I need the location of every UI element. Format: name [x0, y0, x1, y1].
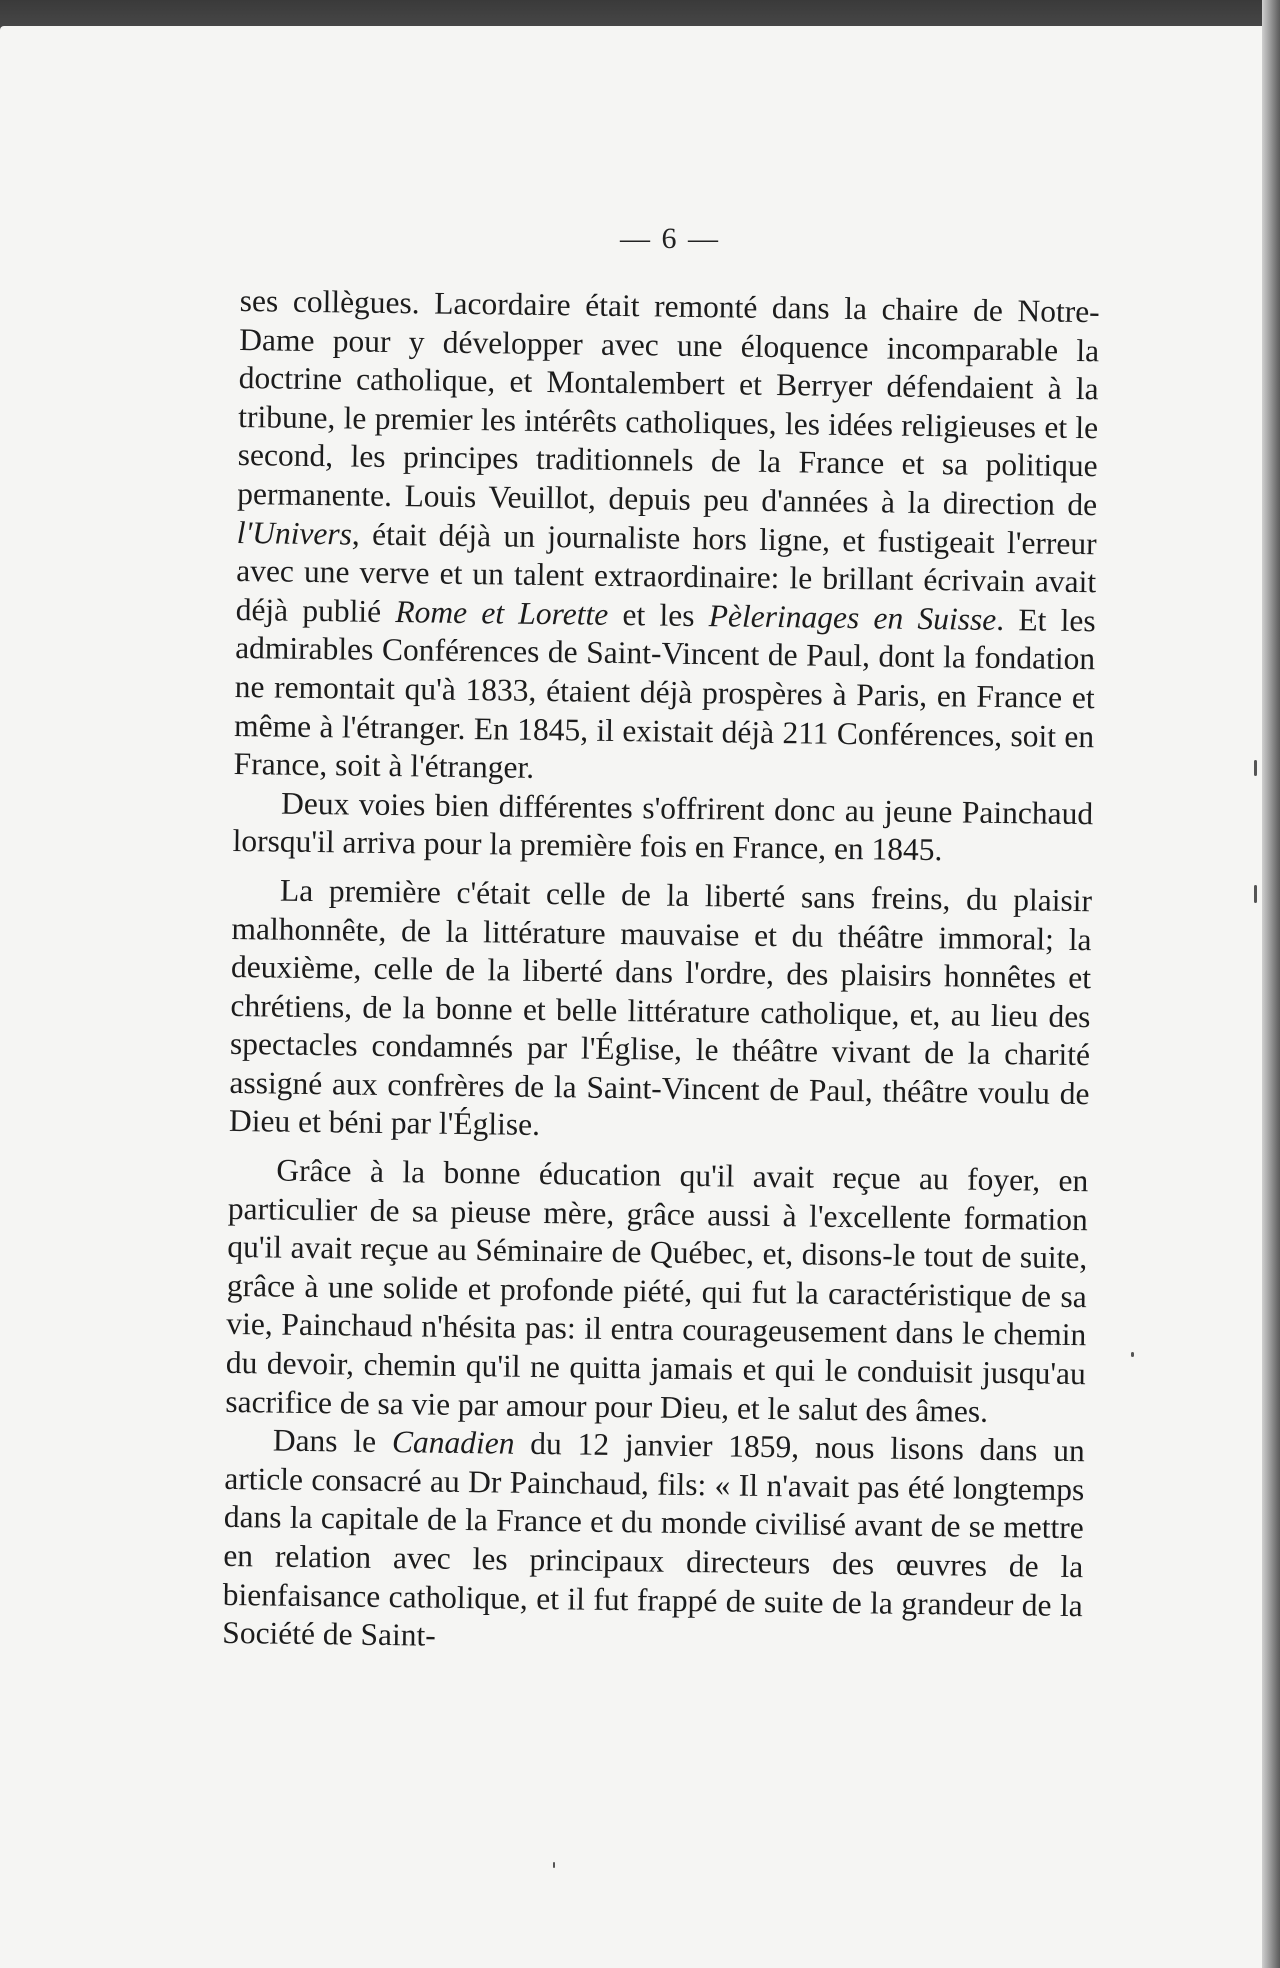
italic-title-univers: l'Univers — [236, 514, 353, 552]
text-run: et les — [608, 596, 710, 633]
italic-title-rome-et-lorette: Rome et Lorette — [395, 593, 609, 632]
scan-speck — [553, 1862, 555, 1868]
text-run: . Et les admirables Conférences de Saint-Vincent de Paul, dont la fondation ne remontait qu'à 1833, étaient déjà prospères à Paris, en France et même à l'étranger. En 1845, il existait déjà 211 Conférences, soit en France, soit à l'étranger. — [233, 601, 1096, 786]
paragraph-3: La première c'était celle de la liberté sans freins, du plaisir malhonnête, de la littérature mauvaise et du théâtre immoral; la deuxième, celle de la liberté dans l'ordre, des plaisirs honnêtes et chrétiens, de la bonne et belle littérature catholique, et, au lieu des spectacles condamnés par l'Église, le théâtre vivant de la charité assigné aux confrères de la Saint-Vincent de Paul, théâtre voulu de Dieu et béni par l'Église. — [228, 872, 1093, 1143]
scan-speck — [1131, 1352, 1134, 1357]
scan-border-right — [1262, 0, 1280, 1968]
paragraph-2: Deux voies bien différentes s'offrirent donc au jeune Painchaud lorsqu'il arriva pour la première fois en France, en 1845. — [232, 785, 1094, 868]
paragraph-1 — [233, 282, 1099, 795]
text-run: ses collègues. Lacordaire était remonté dans la chaire de Notre-Dame pour y développer avec une éloquence incomparable la doctrine catholique, et Montalembert et Berryer défendaient à la tribune, le premier les intérêts catholiques, les idées religieuses et le second, les principes traditionnels de la France et sa politique permanente. Louis Veuillot, depuis peu d'années à la direction de — [237, 282, 1100, 523]
scan-speck — [1254, 885, 1257, 903]
paragraph-4: Grâce à la bonne éducation qu'il avait reçue au foyer, en particulier de sa pieuse mère, grâce aussi à l'excellente formation qu'il avait reçue au Séminaire de Québec, et, disons-le tout de suite, grâce à une solide et profonde piété, qui fut la caractéristique de sa vie, Painchaud n'hésita pas: il entra courageusement dans le chemin du devoir, chemin qu'il ne quitta jamais et qui le conduisit jusqu'au sacrifice de sa vie par amour pour Dieu, et le salut des âmes. — [225, 1152, 1089, 1429]
scan-speck — [1254, 760, 1257, 776]
italic-title-canadien: Canadien — [391, 1424, 515, 1461]
italic-title-pelerinages: Pèlerinages en Suisse — [708, 597, 997, 637]
text-run: , était déjà un journaliste hors ligne, et fustigeait l'erreur avec une verve et un talent extraordinaire: le brillant écrivain avait déjà publié — [235, 516, 1097, 629]
page-number: — 6 — — [620, 222, 720, 255]
page-text — [222, 282, 1100, 1664]
text-run: du 12 janvier 1859, nous lisons dans un article consacré au Dr Painchaud, fils: « Il n'avait pas été longtemps dans la capitale de la France et du monde civilisé avant de se mettre en relation avec les principaux directeurs des œuvres de la bienfaisance catholique, et il fut frappé de suite de la grandeur de la Société de Saint- — [222, 1425, 1085, 1653]
paragraph-5 — [222, 1421, 1085, 1664]
text-run: Dans le — [272, 1422, 393, 1460]
